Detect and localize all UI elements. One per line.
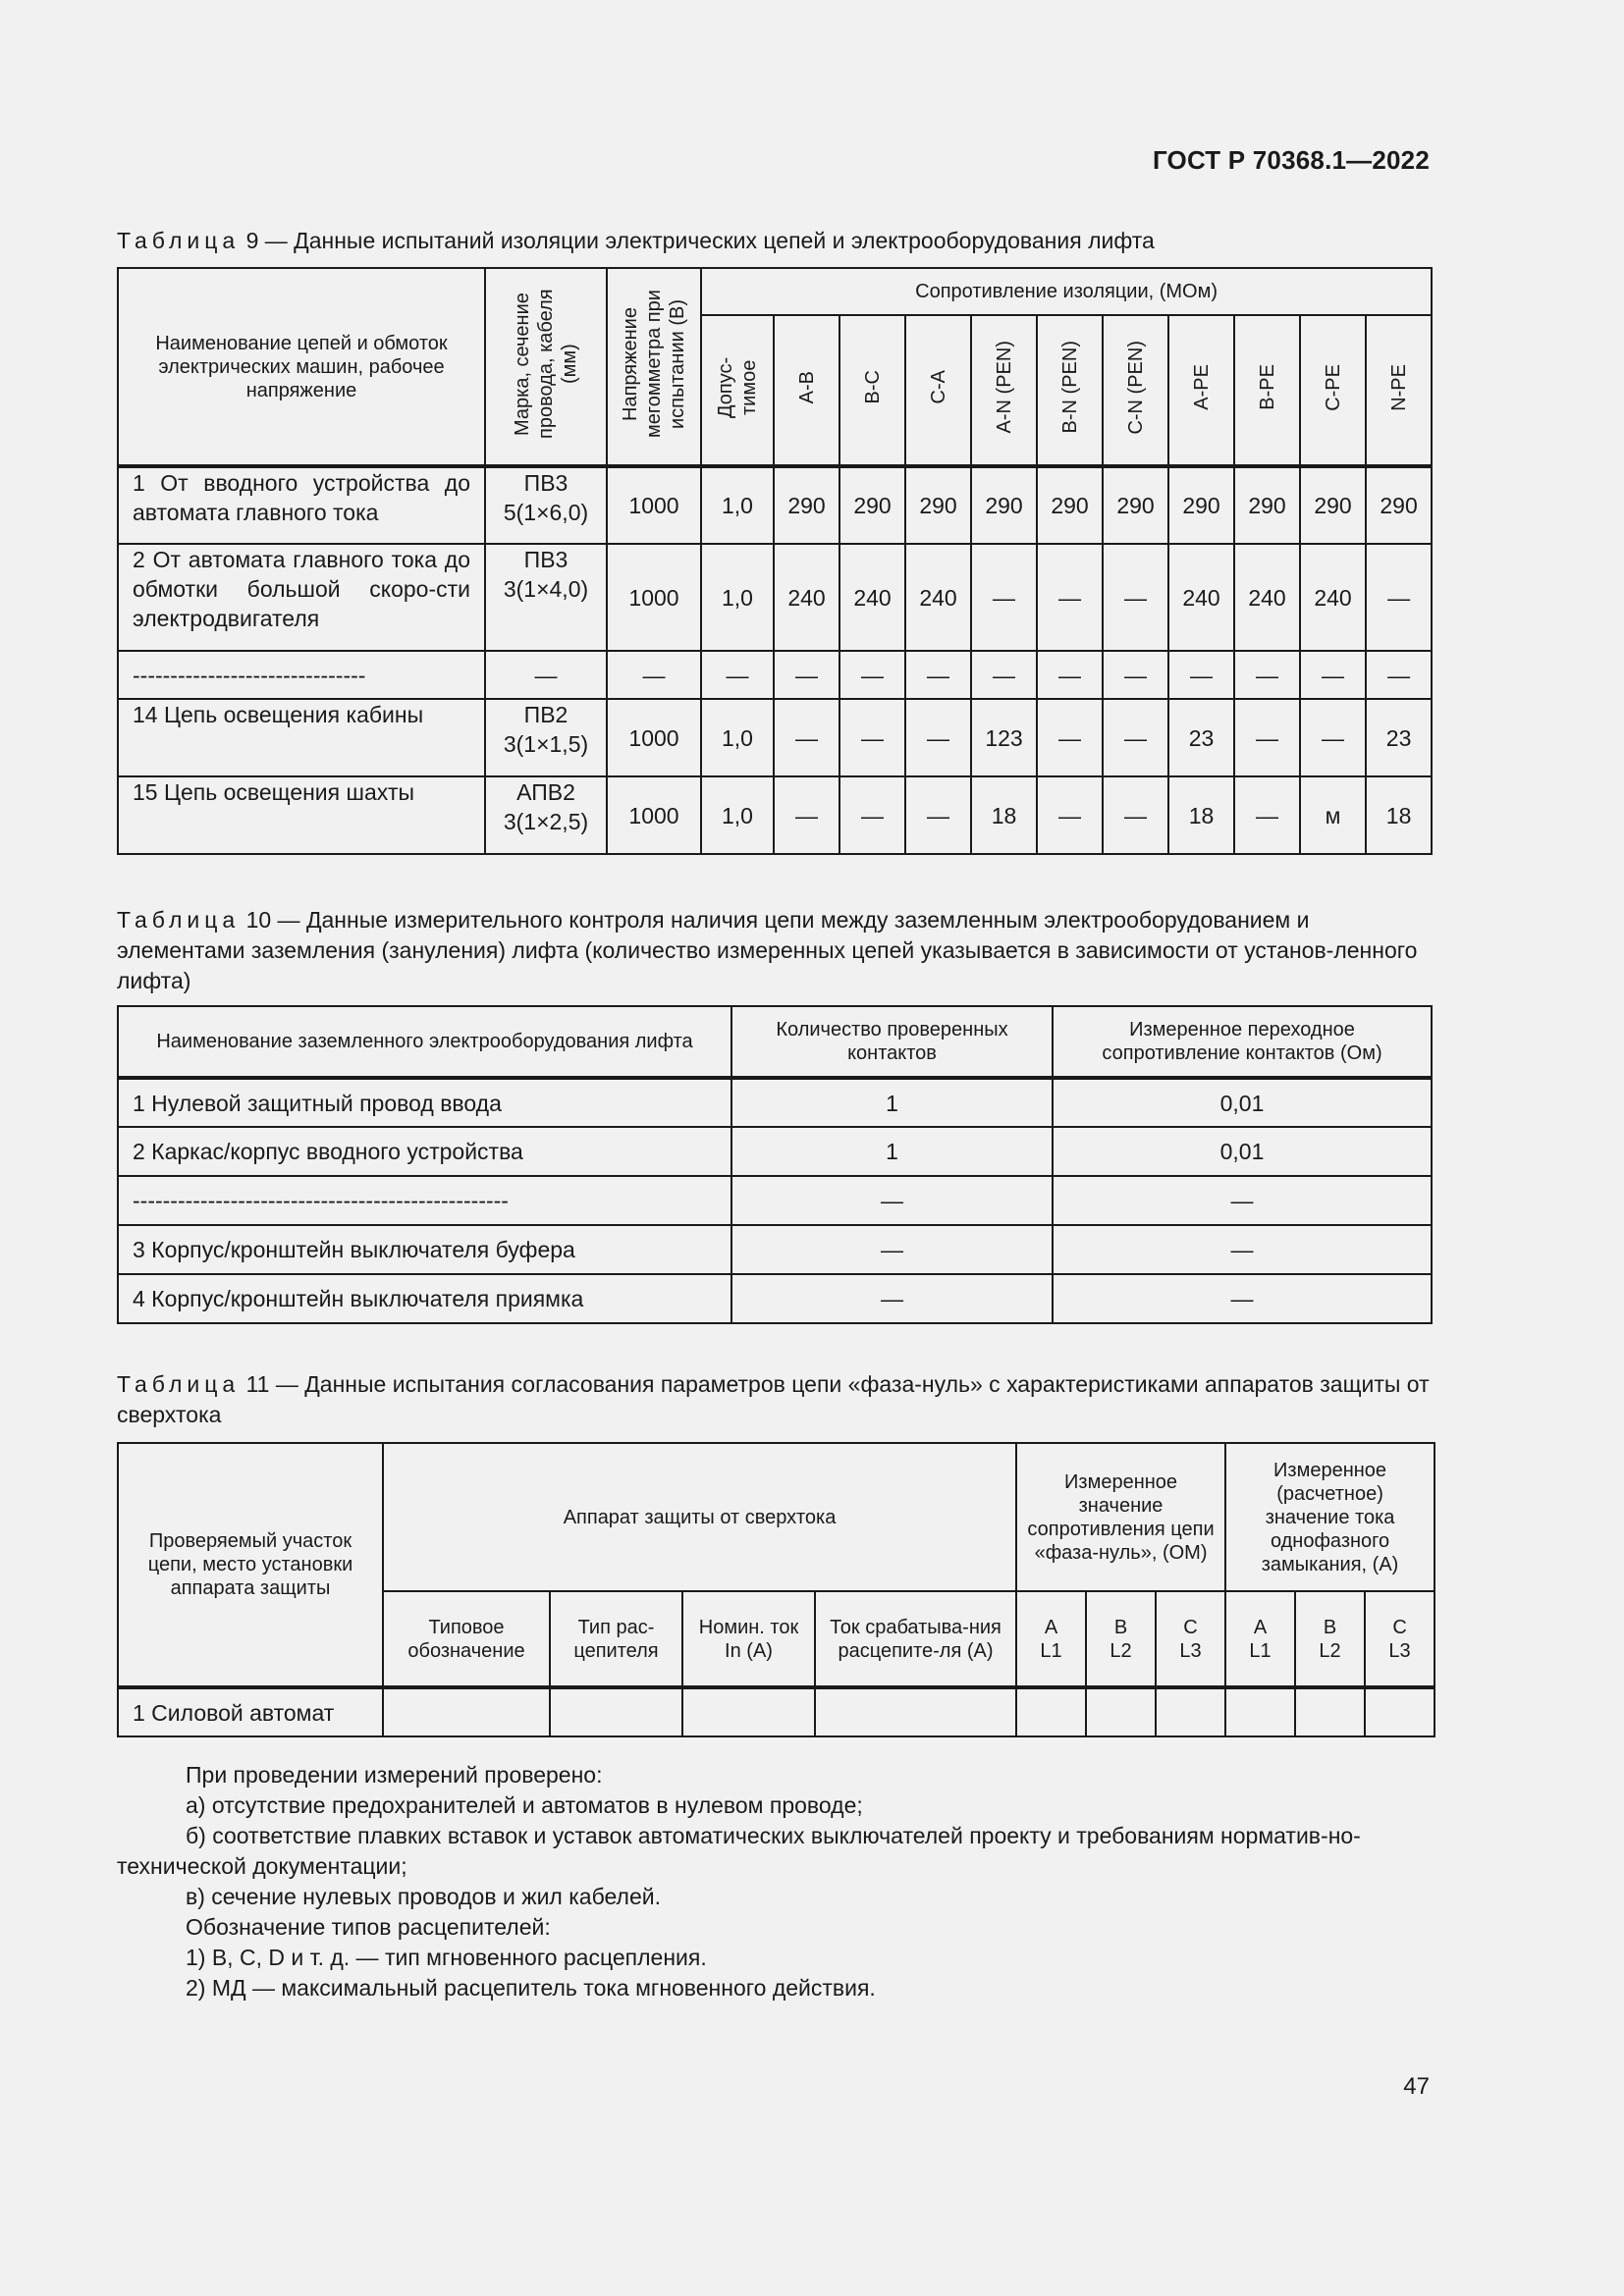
t11-cell-empty [1295,1687,1365,1736]
t10-cell-count: 1 [731,1078,1053,1127]
t9-cell-value: — [1037,776,1103,854]
t9-cell-value: — [1103,699,1168,776]
t9-cell-value: — [1103,651,1168,699]
t9-cell-value: 290 [905,466,971,544]
note-line: а) отсутствие предохранителей и автоматов в нулевом проводе; [186,1792,863,1818]
t9-cell-value: 290 [971,466,1037,544]
t9-cell-value: — [971,544,1037,651]
note-line: б) соответствие плавких вставок и уставок автоматических выключателей проекту и требованиям норматив-но-технической документации; [117,1823,1361,1879]
t9-cell-value: — [905,651,971,699]
t9-cell-value: 290 [839,466,905,544]
t9-header-col: C-A [905,315,971,466]
t9-cell-value: 290 [1168,466,1234,544]
t9-cell-mark: ПВ3 3(1×4,0) [485,544,607,651]
t9-cell-voltage: 1000 [607,776,701,854]
t9-cell-mark: ПВ2 3(1×1,5) [485,699,607,776]
t9-header-col: N-PE [1366,315,1432,466]
t9-cell-value: — [1300,699,1366,776]
t11-header-release: Тип рас-цепителя [550,1591,682,1687]
t9-cell-name: 15 Цепь освещения шахты [118,776,485,854]
t9-cell-value: — [1168,651,1234,699]
t11-header-measured: Измеренное значение сопротивления цепи «фаза-нуль», (ОМ) [1016,1443,1225,1591]
t11-header-trip: Ток срабатыва-ния расцепите-ля (А) [815,1591,1016,1687]
table10 [117,1005,1433,1324]
t9-cell-value: — [1234,699,1300,776]
t10-cell-name: 3 Корпус/кронштейн выключателя буфера [118,1225,731,1274]
table9-caption-text: 9 — Данные испытаний изоляции электрических цепей и электрооборудования лифта [240,228,1155,253]
t9-cell-value: м [1300,776,1366,854]
t9-cell-value: 1,0 [701,466,774,544]
t11-header-phase: A L1 [1225,1591,1295,1687]
t9-cell-value: — [1103,776,1168,854]
t10-header-resistance: Измеренное переходное сопротивление контактов (Ом) [1053,1006,1432,1078]
t9-cell-value: — [905,776,971,854]
t9-cell-value: 23 [1168,699,1234,776]
note-line: в) сечение нулевых проводов и жил кабелей. [186,1884,661,1909]
table-row [118,651,1432,699]
t9-cell-value: — [774,699,839,776]
t11-cell-empty [682,1687,815,1736]
t9-header-mark: Марка, сечение провода, кабеля (мм) [485,268,607,466]
t9-cell-value: 18 [1366,776,1432,854]
t11-cell-empty [383,1687,550,1736]
t9-header-col: A-B [774,315,839,466]
t11-cell-empty [550,1687,682,1736]
t9-cell-value: — [1366,544,1432,651]
t9-cell-value: — [839,699,905,776]
t11-cell-empty [1016,1687,1086,1736]
t9-cell-value: — [839,651,905,699]
t10-cell-resistance: 0,01 [1053,1127,1432,1176]
t10-cell-name: 4 Корпус/кронштейн выключателя приямка [118,1274,731,1323]
table9-prefix: Таблица [117,228,241,253]
t9-cell-value: — [839,776,905,854]
t9-cell-value: — [701,651,774,699]
t11-header-type: Типовое обозначение [383,1591,550,1687]
t9-cell-value: — [774,776,839,854]
t9-cell-name: 14 Цепь освещения кабины [118,699,485,776]
t9-cell-value: 240 [774,544,839,651]
t9-cell-value: 18 [971,776,1037,854]
t11-header-device: Аппарат защиты от сверхтока [383,1443,1016,1591]
t11-header-phase: B L2 [1086,1591,1156,1687]
t9-cell-value: — [1366,651,1432,699]
t9-cell-voltage: — [607,651,701,699]
t10-cell-resistance: — [1053,1176,1432,1225]
t9-cell-name: ------------------------------- [118,651,485,699]
table-row [118,466,1432,544]
table10-caption [117,905,1431,996]
table-row [118,1127,1432,1176]
t9-cell-value: 240 [1300,544,1366,651]
t9-cell-value: 240 [905,544,971,651]
table-row [118,1078,1432,1127]
t9-header-col: B-PE [1234,315,1300,466]
t9-cell-value: 290 [1234,466,1300,544]
table-row [118,1687,1435,1736]
table-row [118,1176,1432,1225]
t9-cell-value: — [905,699,971,776]
t11-cell-empty [1086,1687,1156,1736]
t9-cell-value: — [1037,651,1103,699]
t9-cell-value: 1,0 [701,544,774,651]
t9-cell-voltage: 1000 [607,466,701,544]
table11-caption [117,1369,1431,1430]
t10-cell-resistance: — [1053,1225,1432,1274]
t9-cell-value: 240 [1234,544,1300,651]
t9-cell-value: 123 [971,699,1037,776]
t11-header-nominal: Номин. ток In (А) [682,1591,815,1687]
t9-header-col: A-PE [1168,315,1234,466]
t9-cell-value: — [1037,699,1103,776]
t11-header-phase: C L3 [1156,1591,1225,1687]
t9-cell-value: 18 [1168,776,1234,854]
t11-cell-empty [1365,1687,1435,1736]
t10-header-name: Наименование заземленного электрооборудования лифта [118,1006,731,1078]
notes [117,1760,1431,2003]
t9-cell-value: — [774,651,839,699]
t10-cell-name: -------------------------------------------------- [118,1176,731,1225]
t9-cell-voltage: 1000 [607,544,701,651]
t9-cell-mark: ПВ3 5(1×6,0) [485,466,607,544]
t9-cell-value: — [1234,776,1300,854]
t9-cell-value: — [1103,544,1168,651]
t11-header-section: Проверяемый участок цепи, место установки аппарата защиты [118,1443,383,1687]
note-line: Обозначение типов расцепителей: [186,1914,551,1940]
t11-header-phase: A L1 [1016,1591,1086,1687]
t9-cell-value: 290 [1300,466,1366,544]
t9-cell-value: 240 [839,544,905,651]
t11-cell-name: 1 Силовой автомат [118,1687,383,1736]
t9-cell-value: — [971,651,1037,699]
table11-prefix: Таблица [117,1371,241,1397]
t9-cell-value: 290 [1103,466,1168,544]
page-number: 47 [1403,2073,1430,2100]
note-line: При проведении измерений проверено: [186,1762,603,1788]
t11-cell-empty [1225,1687,1295,1736]
table9-caption [117,226,1431,256]
t9-header-voltage: Напряжение мегомметра при испытании (В) [607,268,701,466]
t9-cell-value: 290 [1366,466,1432,544]
t10-cell-name: 1 Нулевой защитный провод ввода [118,1078,731,1127]
t9-header-name: Наименование цепей и обмоток электрических машин, рабочее напряжение [118,268,485,466]
table-row [118,1274,1432,1323]
t10-cell-resistance: — [1053,1274,1432,1323]
t9-header-col: B-C [839,315,905,466]
table10-caption-text: 10 — Данные измерительного контроля наличия цепи между заземленным электрооборудованием и элементами заземления (зануления) лифта (количество измеренных цепей указывается в зависимости от установ-ленного лифта) [117,907,1418,993]
t11-header-phase: B L2 [1295,1591,1365,1687]
t11-cell-empty [1156,1687,1225,1736]
note-line: 1) B, C, D и т. д. — тип мгновенного расцепления. [186,1945,707,1970]
t9-cell-value: 23 [1366,699,1432,776]
standard-designation: ГОСТ Р 70368.1—2022 [1152,145,1430,175]
t11-header-phase: C L3 [1365,1591,1435,1687]
t10-cell-count: — [731,1176,1053,1225]
t9-cell-value: 290 [1037,466,1103,544]
t9-cell-value: 290 [774,466,839,544]
t9-cell-value: — [1037,544,1103,651]
t9-cell-voltage: 1000 [607,699,701,776]
table9 [117,267,1433,855]
table11-caption-text: 11 — Данные испытания согласования параметров цепи «фаза-нуль» с характеристиками аппаратов защиты от сверхтока [117,1371,1430,1427]
t10-cell-count: — [731,1274,1053,1323]
t9-cell-value: 1,0 [701,699,774,776]
t9-header-col: Допус-тимое [701,315,774,466]
t9-header-col: B-N (PEN) [1037,315,1103,466]
t10-cell-name: 2 Каркас/корпус вводного устройства [118,1127,731,1176]
t9-header-col: C-PE [1300,315,1366,466]
table-row [118,699,1432,776]
table-row [118,544,1432,651]
t10-cell-count: 1 [731,1127,1053,1176]
t10-cell-count: — [731,1225,1053,1274]
t9-cell-value: — [1234,651,1300,699]
table-row [118,1225,1432,1274]
t9-cell-name: 2 От автомата главного тока до обмотки большой скоро-сти электродвигателя [118,544,485,651]
t9-cell-value: 240 [1168,544,1234,651]
t9-header-resistance: Сопротивление изоляции, (МОм) [701,268,1432,315]
t9-header-col: A-N (PEN) [971,315,1037,466]
table11 [117,1442,1435,1737]
t9-cell-name: 1 От вводного устройства до автомата главного тока [118,466,485,544]
t11-header-current: Измеренное (расчетное) значение тока однофазного замыкания, (А) [1225,1443,1435,1591]
table-row [118,776,1432,854]
t9-cell-value: — [1300,651,1366,699]
t9-cell-value: 1,0 [701,776,774,854]
t10-cell-resistance: 0,01 [1053,1078,1432,1127]
note-line: 2) МД — максимальный расцепитель тока мгновенного действия. [186,1975,876,2001]
table10-prefix: Таблица [117,907,241,933]
t11-cell-empty [815,1687,1016,1736]
t9-cell-mark: АПВ2 3(1×2,5) [485,776,607,854]
t9-cell-mark: — [485,651,607,699]
t9-header-col: C-N (PEN) [1103,315,1168,466]
t10-header-count: Количество проверенных контактов [731,1006,1053,1078]
